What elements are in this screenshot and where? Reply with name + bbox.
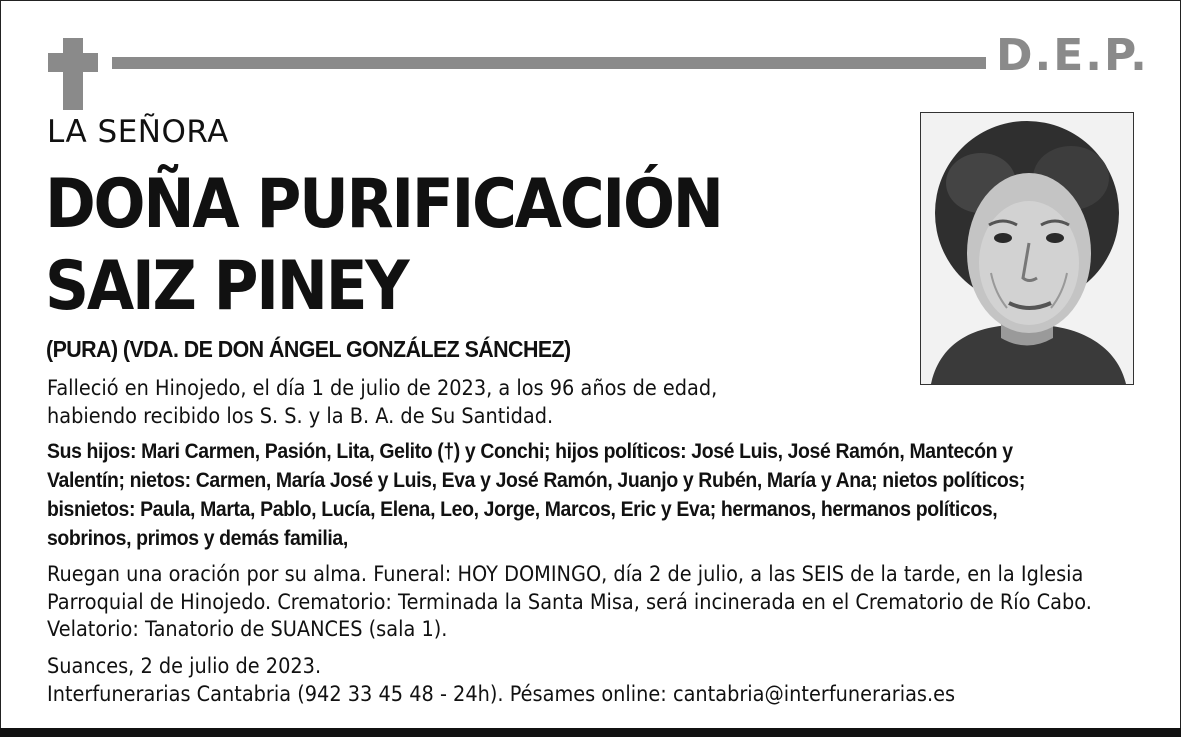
honorific: LA SEÑORA (47, 114, 229, 150)
family-line-2: Valentín; nietos: Carmen, María José y Luis, Eva y José Ramón, Juanjo y Rubén, María y Ana; nietos políticos; (47, 469, 1025, 492)
portrait-image (921, 113, 1133, 384)
funeral-line-1: Ruegan una oración por su alma. Funeral: HOY DOMINGO, día 2 de julio, a las SEIS de la tarde, en la Iglesia (47, 562, 1084, 586)
family-line-3: bisnietos: Paula, Marta, Pablo, Lucía, Elena, Leo, Jorge, Marcos, Eric y Eva; hermanos, hermanos políticos, (47, 498, 998, 521)
death-notice-line-2: habiendo recibido los S. S. y la B. A. de Su Santidad. (47, 404, 554, 428)
family-line-4: sobrinos, primos y demás familia, (47, 527, 348, 550)
cross-icon-arm (48, 53, 98, 72)
death-notice-line-1: Falleció en Hinojedo, el día 1 de julio de 2023, a los 96 años de edad, (47, 376, 718, 400)
header-rule (112, 57, 986, 69)
portrait-photo (920, 112, 1134, 385)
funeral-line-3: Velatorio: Tanatorio de SUANCES (sala 1). (47, 617, 448, 641)
funeral-line-2: Parroquial de Hinojedo. Crematorio: Terminada la Santa Misa, será incinerada en el Crematorio de Río Cabo. (47, 590, 1092, 614)
place-date: Suances, 2 de julio de 2023. (47, 654, 322, 678)
contact-line: Interfunerarias Cantabria (942 33 45 48 - 24h). Pésames online: cantabria@interfunerarias.es (47, 682, 956, 706)
deceased-alias: (PURA) (VDA. DE DON ÁNGEL GONZÁLEZ SÁNCHEZ) (46, 336, 571, 362)
family-line-1: Sus hijos: Mari Carmen, Pasión, Lita, Gelito (†) y Conchi; hijos políticos: José Luis, José Ramón, Mantecón y (47, 440, 1013, 463)
deceased-name-line-1: DOÑA PURIFICACIÓN (45, 165, 722, 244)
bottom-band (0, 728, 1181, 737)
deceased-name-line-2: SAIZ PINEY (45, 247, 408, 326)
dep-label: D.E.P. (996, 30, 1149, 81)
cross-icon (63, 38, 83, 110)
